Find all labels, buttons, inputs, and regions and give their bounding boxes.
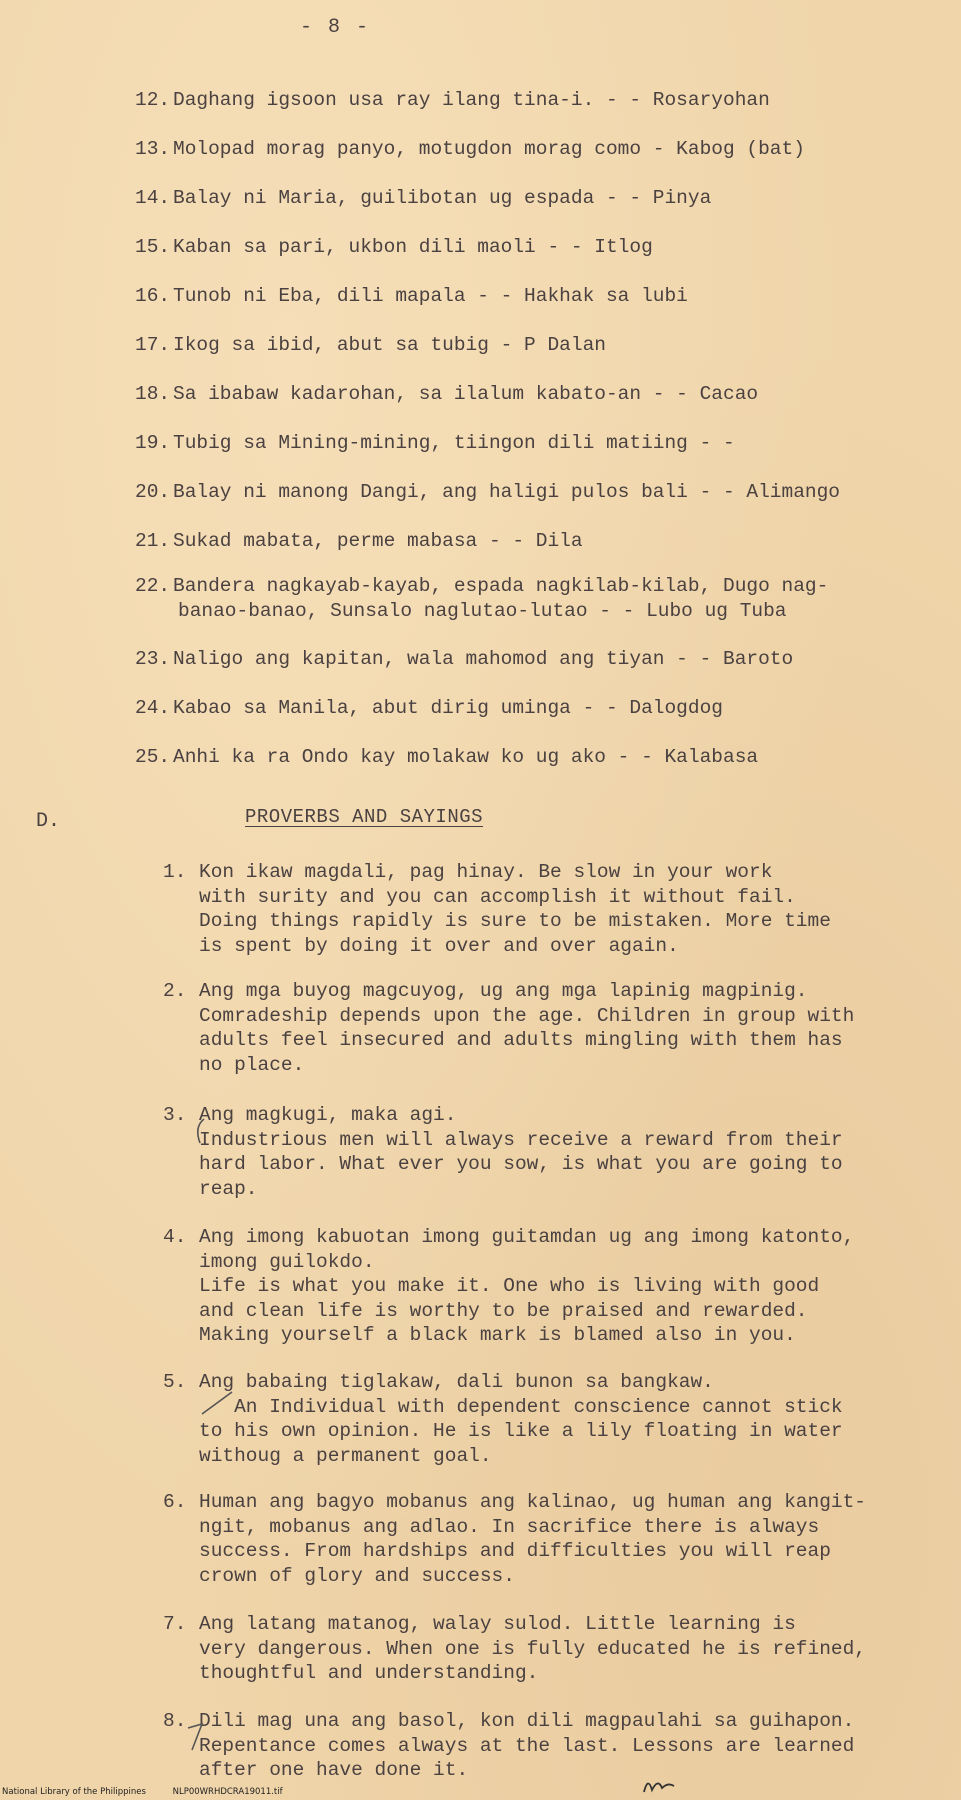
riddle-item: 14. Balay ni Maria, guilibotan ug espada - - Pinya — [135, 187, 712, 209]
pencil-scribble-icon — [640, 1774, 680, 1796]
pencil-mark-icon — [190, 1117, 210, 1147]
riddle-item: 19. Tubig sa Mining-mining, tiingon dili matiing - - — [135, 432, 735, 454]
proverb-item: 5. Ang babaing tiglakaw, dali bunon sa bangkaw. An Individual with dependent conscience cannot stick to his own opinion. He is like a lily floating in water withoug a permanent goal. — [163, 1371, 843, 1467]
riddle-item: 21. Sukad mabata, perme mabasa - - Dila — [135, 530, 583, 552]
riddle-item: 20. Balay ni manong Dangi, ang haligi pulos bali - - Alimango — [135, 481, 841, 503]
proverb-item: 7. Ang latang matanog, walay sulod. Little learning is very dangerous. When one is fully educated he is refined, thoughtful and understanding. — [163, 1613, 867, 1684]
riddle-item: 22. Bandera nagkayab-kayab, espada nagkilab-kilab, Dugo nag- banao-banao, Sunsalo naglutao-lutao - - Lubo ug Tuba — [135, 575, 829, 622]
section-letter: D. — [36, 810, 61, 833]
riddle-item: 25. Anhi ka ra Ondo kay molakaw ko ug ako - - Kalabasa — [135, 746, 759, 768]
riddle-item: 15. Kaban sa pari, ukbon dili maoli - - Itlog — [135, 236, 653, 258]
library-name: National Library of the Philippines — [2, 1787, 146, 1797]
page-number: - 8 - — [300, 16, 371, 39]
riddle-item: 24. Kabao sa Manila, abut dirig uminga - - Dalogdog — [135, 697, 723, 719]
riddle-item: 18. Sa ibabaw kadarohan, sa ilalum kabato-an - - Cacao — [135, 383, 759, 405]
proverb-item: 4. Ang imong kabuotan imong guitamdan ug ang imong katonto, imong guilokdo. Life is what you make it. One who is living with good and clean life is worthy to be praised and rewarded. Making yourself a black mark is blamed also in you. — [163, 1226, 855, 1346]
section-title: PROVERBS AND SAYINGS — [245, 806, 484, 828]
riddle-item: 23. Naligo ang kapitan, wala mahomod ang tiyan - - Baroto — [135, 648, 794, 670]
riddle-item: 13. Molopad morag panyo, motugdon morag como - Kabog (bat) — [135, 138, 805, 160]
proverb-item: 8. Dili mag una ang basol, kon dili magpaulahi sa guihapon. Repentance comes always at the last. Lessons are learned after one have done it. — [163, 1710, 855, 1781]
proverb-item: 6. Human ang bagyo mobanus ang kalinao, ug human ang kangit- ngit, mobanus ang adlao. In sacrifice there is always success. From hardships and difficulties you will reap crown of glory and success. — [163, 1491, 867, 1587]
proverb-item: 1. Kon ikaw magdali, pag hinay. Be slow in your work with surity and you can accomplish it without fail. Doing things rapidly is sure to be mistaken. More time is spent by doing it over and over again. — [163, 861, 831, 957]
pencil-check-icon — [198, 1388, 238, 1418]
riddle-item: 16. Tunob ni Eba, dili mapala - - Hakhak sa lubi — [135, 285, 688, 307]
file-name: NLP00WRHDCRA19011.tif — [172, 1787, 283, 1797]
scan-footer — [2, 1787, 307, 1797]
pencil-mark-icon — [184, 1722, 206, 1754]
riddle-item: 17. Ikog sa ibid, abut sa tubig - P Dalan — [135, 334, 606, 356]
riddle-item: 12. Daghang igsoon usa ray ilang tina-i. - - Rosaryohan — [135, 89, 770, 111]
proverb-item: 2. Ang mga buyog magcuyog, ug ang mga lapinig magpinig. Comradeship depends upon the age. Children in group with adults feel insecured and adults mingling with them has no place. — [163, 980, 855, 1076]
proverb-item: 3. Ang magkugi, maka agi. Industrious men will always receive a reward from their hard labor. What ever you sow, is what you are going to reap. — [163, 1104, 843, 1200]
